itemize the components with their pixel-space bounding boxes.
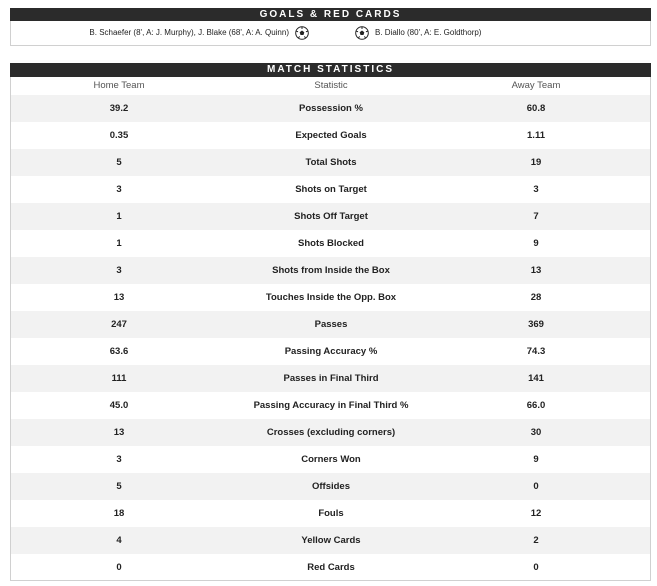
home-value: 3 [116,184,122,195]
statistic-label: Passing Accuracy % [284,346,378,357]
home-value: 5 [116,157,122,168]
away-value: 0 [533,562,539,573]
away-value: 369 [528,319,544,330]
home-value: 18 [113,508,125,519]
statistic-label: Shots on Target [295,184,367,195]
home-value: 63.6 [109,346,129,357]
statistic-label: Possession % [299,103,363,114]
away-value: 28 [530,292,542,303]
away-value: 7 [533,211,539,222]
away-team-column-header: Away Team [511,80,561,91]
home-value: 247 [111,319,127,330]
table-row [11,338,650,365]
away-value: 60.8 [526,103,546,114]
home-goal-events [89,21,309,45]
away-value: 66.0 [526,400,546,411]
away-value: 74.3 [526,346,546,357]
table-row [11,365,650,392]
table-row [11,203,650,230]
statistic-label: Red Cards [307,562,355,573]
away-value: 9 [533,238,539,249]
away-value: 13 [530,265,542,276]
table-row [11,446,650,473]
table-row [11,95,650,122]
away-goal-text: B. Diallo (80', A: E. Goldthorp) [375,28,482,37]
away-goal-events [355,21,481,45]
statistic-label: Fouls [318,508,344,519]
away-value: 3 [533,184,539,195]
home-value: 45.0 [109,400,129,411]
home-value: 0 [116,562,122,573]
match-statistics-title: MATCH STATISTICS [10,63,651,77]
home-value: 0.35 [109,130,129,141]
home-value: 4 [116,535,122,546]
statistic-label: Crosses (excluding corners) [266,427,396,438]
statistic-label: Passing Accuracy in Final Third % [253,400,409,411]
statistic-label: Shots from Inside the Box [272,265,390,276]
statistic-label: Shots Off Target [294,211,368,222]
away-value: 0 [533,481,539,492]
match-statistics-table [10,77,651,581]
table-row [11,473,650,500]
table-row [11,176,650,203]
home-team-column-header: Home Team [93,80,145,91]
table-row [11,284,650,311]
home-value: 13 [113,427,125,438]
table-row [11,149,650,176]
goals-panel [10,21,651,46]
home-value: 13 [113,292,125,303]
statistic-label: Touches Inside the Opp. Box [265,292,397,303]
away-value: 1.11 [527,130,545,141]
table-row [11,122,650,149]
statistic-label: Passes in Final Third [283,373,379,384]
away-value: 12 [530,508,542,519]
table-row [11,527,650,554]
home-value: 111 [111,373,127,384]
statistic-label: Expected Goals [295,130,367,141]
home-value: 1 [116,211,122,222]
soccer-ball-icon [355,26,369,40]
table-row [11,230,650,257]
statistic-label: Shots Blocked [298,238,364,249]
soccer-ball-icon [295,26,309,40]
away-value: 30 [530,427,542,438]
table-row [11,392,650,419]
statistic-label: Total Shots [305,157,357,168]
table-row [11,311,650,338]
away-value: 141 [528,373,544,384]
statistic-label: Offsides [311,481,350,492]
home-value: 3 [116,454,122,465]
away-value: 19 [530,157,542,168]
statistic-label: Yellow Cards [301,535,361,546]
table-row [11,554,650,581]
away-value: 2 [533,535,539,546]
statistic-label: Corners Won [301,454,361,465]
statistic-label: Passes [314,319,348,330]
statistic-column-header: Statistic [314,80,348,91]
table-row [11,257,650,284]
table-row [11,500,650,527]
table-row [11,419,650,446]
home-value: 39.2 [109,103,129,114]
home-value: 3 [116,265,122,276]
home-value: 1 [116,238,122,249]
away-value: 9 [533,454,539,465]
home-goal-text: B. Schaefer (8', A: J. Murphy), J. Blake (68', A: A. Quinn) [89,28,289,37]
home-value: 5 [116,481,122,492]
goals-section-title: GOALS & RED CARDS [10,8,651,21]
